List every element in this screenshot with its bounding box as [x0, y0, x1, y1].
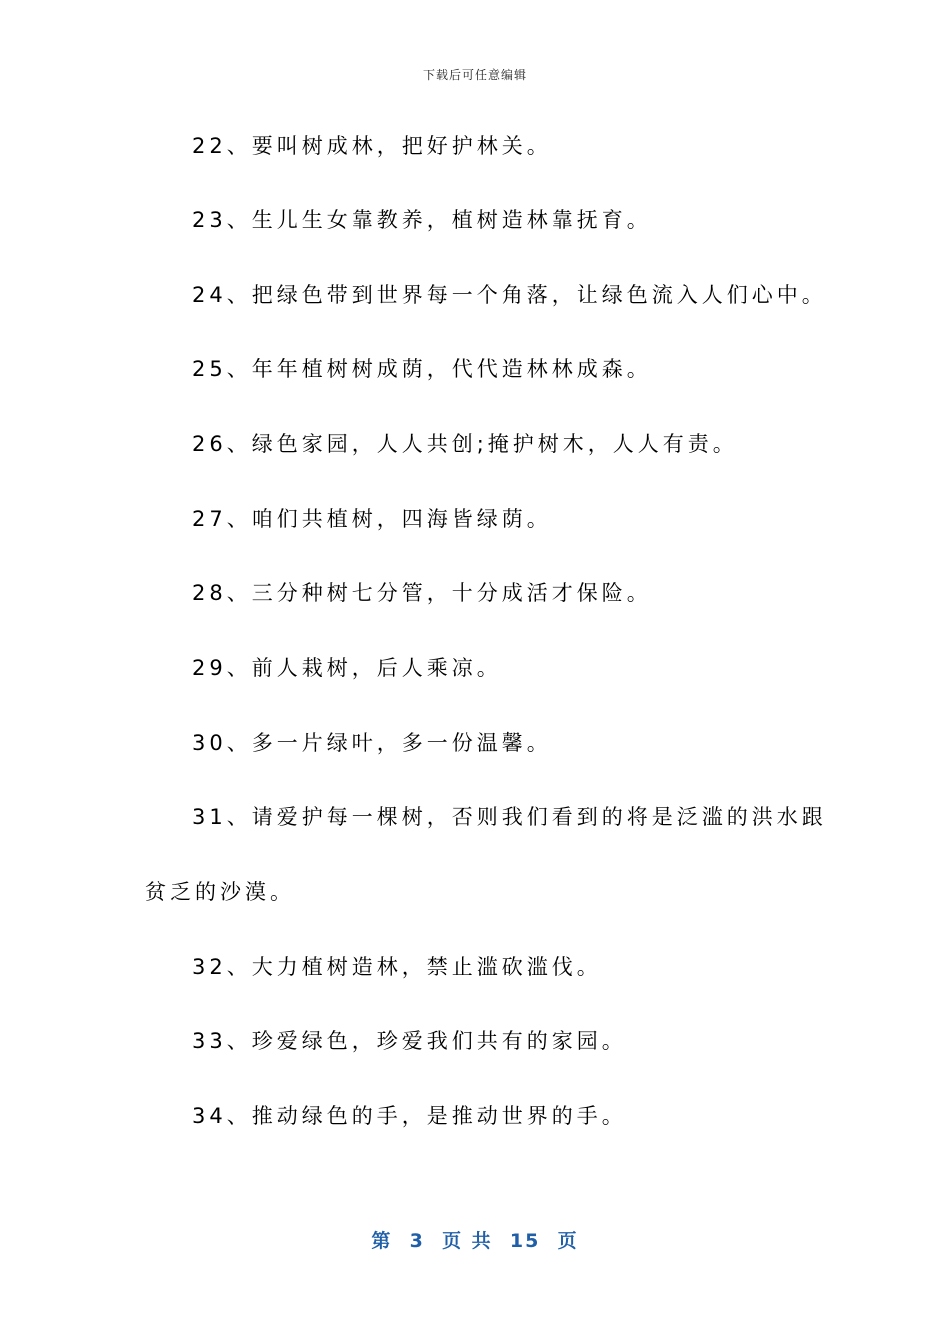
slogan-line-23: 23、生儿生女靠教养，植树造林靠抚育。 [192, 208, 652, 232]
slogan-line-34: 34、推动绿色的手，是推动世界的手。 [192, 1104, 627, 1128]
slogan-line-29: 29、前人栽树，后人乘凉。 [192, 656, 502, 680]
slogan-line-31-continued: 贫乏的沙漠。 [145, 880, 295, 904]
slogan-line-26: 26、绿色家园，人人共创;掩护树木，人人有责。 [192, 432, 738, 456]
slogan-line-28: 28、三分种树七分管，十分成活才保险。 [192, 581, 652, 605]
slogan-line-30: 30、多一片绿叶，多一份温馨。 [192, 731, 552, 755]
slogan-line-33: 33、珍爱绿色，珍爱我们共有的家园。 [192, 1029, 627, 1053]
slogan-line-24: 24、把绿色带到世界每一个角落，让绿色流入人们心中。 [192, 283, 827, 307]
page-footer: 第 3 页 共 15 页 [371, 1230, 579, 1252]
header-note: 下载后可任意编辑 [422, 68, 527, 82]
slogan-line-27: 27、咱们共植树，四海皆绿荫。 [192, 507, 552, 531]
slogan-line-31: 31、请爱护每一棵树，否则我们看到的将是泛滥的洪水跟 [192, 805, 827, 829]
slogan-line-32: 32、大力植树造林，禁止滥砍滥伐。 [192, 955, 602, 979]
slogan-line-25: 25、年年植树树成荫，代代造林林成森。 [192, 357, 652, 381]
slogan-line-22: 22、要叫树成林，把好护林关。 [192, 134, 552, 158]
